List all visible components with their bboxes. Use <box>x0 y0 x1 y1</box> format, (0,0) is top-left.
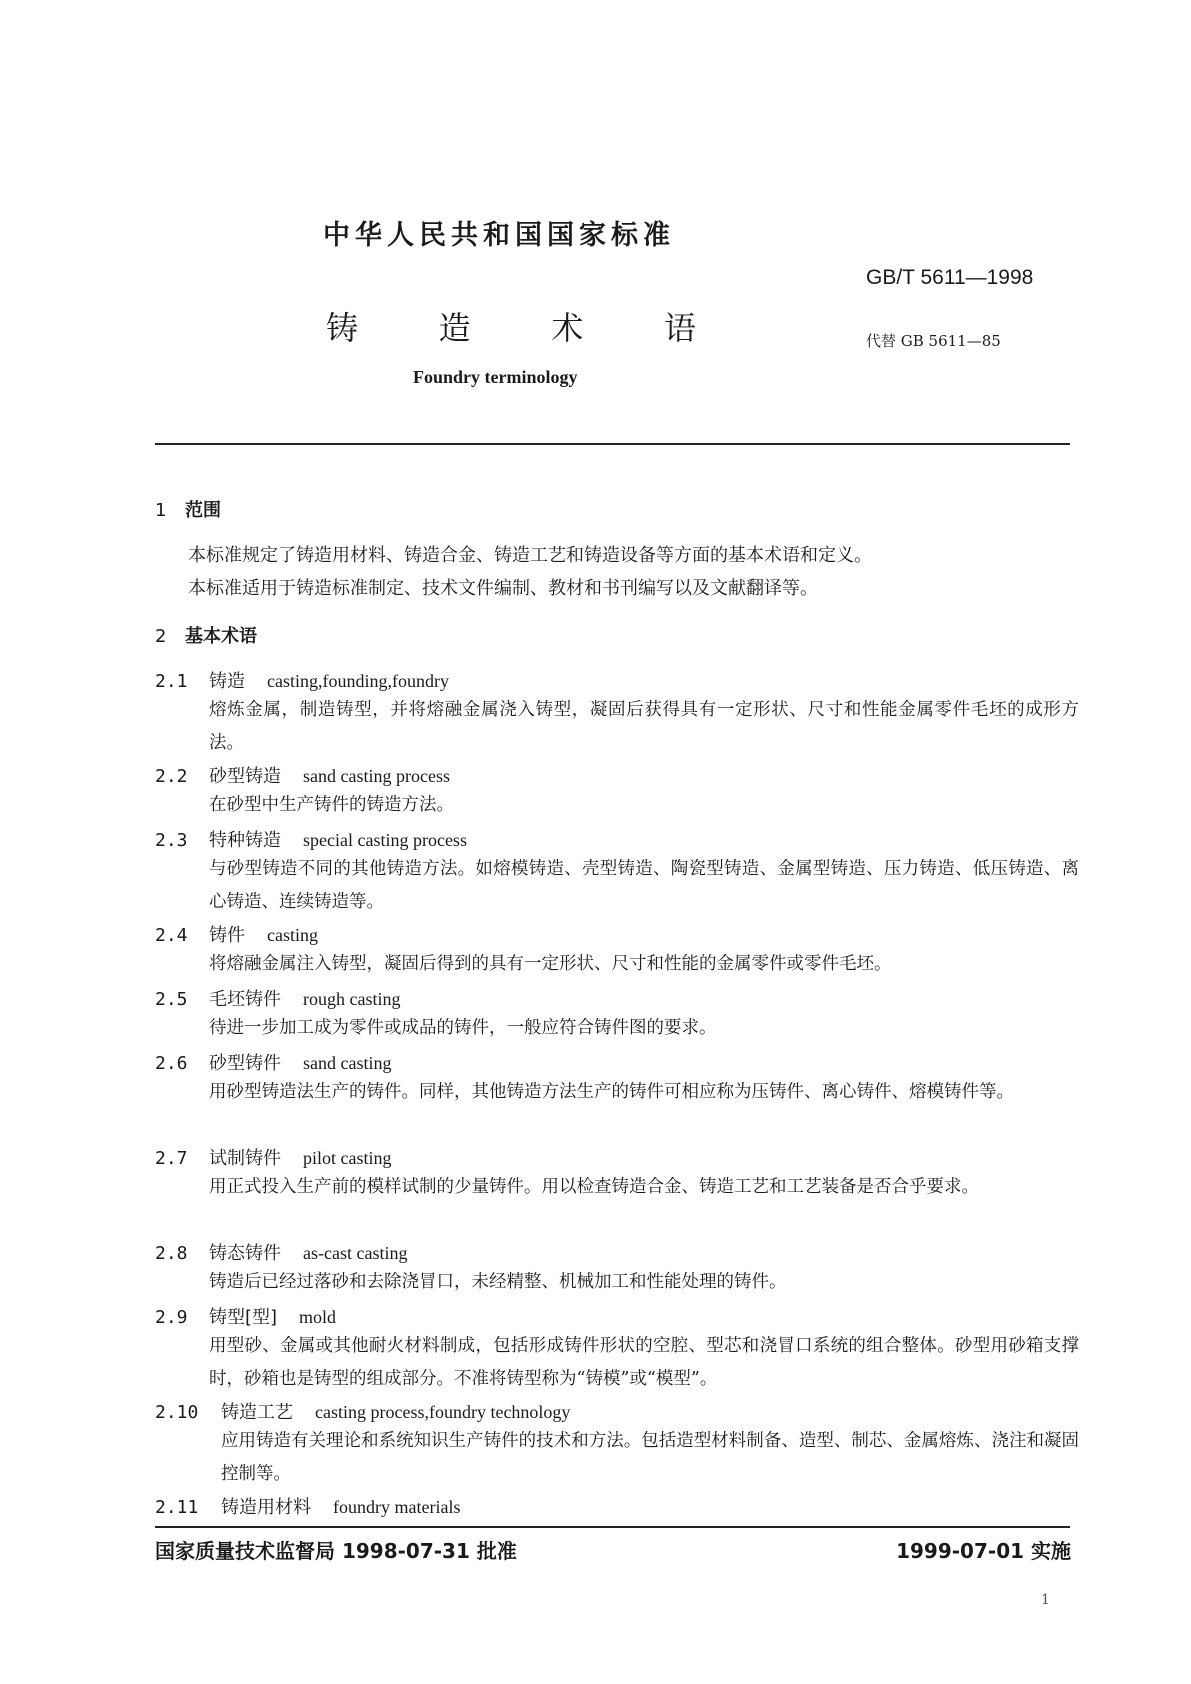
term-definition: 铸造后已经过落砂和去除浇冒口，未经精整、机械加工和性能处理的铸件。 <box>209 1272 787 1292</box>
term-heading <box>155 1049 391 1075</box>
title-char: 造 <box>438 309 471 347</box>
term-english: foundry materials <box>333 1497 461 1517</box>
term-english: mold <box>299 1307 337 1327</box>
section-title: 范围 <box>185 500 221 521</box>
english-title: Foundry terminology <box>413 367 578 387</box>
section-heading-basic-terms <box>155 622 257 648</box>
term-english: pilot casting <box>303 1148 392 1168</box>
term-definition: 待进一步加工成为零件或成品的铸件，一般应符合铸件图的要求。 <box>209 1018 717 1038</box>
document-title <box>326 303 696 349</box>
term-english: casting,founding,foundry <box>267 671 449 691</box>
term-chinese: 砂型铸件 <box>209 1053 281 1074</box>
term-chinese: 铸态铸件 <box>209 1243 281 1264</box>
term-heading <box>155 762 450 788</box>
term-english: casting process,foundry technology <box>315 1402 571 1422</box>
term-number: 2.5 <box>155 989 188 1010</box>
term-chinese: 砂型铸造 <box>209 766 281 787</box>
term-number: 2.11 <box>155 1497 199 1518</box>
term-english: as-cast casting <box>303 1243 408 1263</box>
term-number: 2.2 <box>155 766 188 787</box>
term-english: casting <box>267 925 318 945</box>
term-number: 2.1 <box>155 671 188 692</box>
title-char: 语 <box>663 309 696 347</box>
term-definition: 用正式投入生产前的模样试制的少量铸件。用以检查铸造合金、铸造工艺和工艺装备是否合乎要求。 <box>209 1177 979 1197</box>
footer-divider <box>155 1526 1070 1528</box>
term-heading <box>155 1144 392 1170</box>
issuing-body-title: 中华人民共和国国家标准 <box>323 220 675 251</box>
term-number: 2.9 <box>155 1307 188 1328</box>
term-chinese: 毛坯铸件 <box>209 989 281 1010</box>
term-chinese: 铸型[型] <box>209 1307 278 1328</box>
term-chinese: 铸件 <box>209 925 245 946</box>
term-chinese: 铸造用材料 <box>221 1497 311 1518</box>
term-heading <box>155 1493 460 1519</box>
term-number: 2.10 <box>155 1402 199 1423</box>
term-chinese: 特种铸造 <box>209 830 281 851</box>
scope-paragraph: 本标准适用于铸造标准制定、技术文件编制、教材和书刊编写以及文献翻译等。 <box>188 578 818 599</box>
term-heading <box>155 985 400 1011</box>
section-number: 2 <box>155 626 167 647</box>
title-char: 铸 <box>326 309 359 347</box>
section-title: 基本术语 <box>185 626 257 647</box>
term-heading <box>155 826 467 852</box>
section-heading-scope <box>155 496 221 522</box>
term-chinese: 铸造工艺 <box>221 1402 293 1423</box>
term-definition: 熔炼金属，制造铸型，并将熔融金属浇入铸型，凝固后获得具有一定形状、尺寸和性能金属零件毛坯的成形方法。 <box>209 700 1079 753</box>
term-heading <box>155 1398 570 1424</box>
approval-date: 国家质量技术监督局 1998-07-31 批准 <box>155 1539 517 1563</box>
term-number: 2.8 <box>155 1243 188 1264</box>
standard-code: GB/T 5611—1998 <box>866 266 1034 289</box>
replaces-standard: 代替 GB 5611—85 <box>866 332 1001 350</box>
term-definition: 在砂型中生产铸件的铸造方法。 <box>209 795 454 815</box>
term-heading <box>155 1239 407 1265</box>
term-definition: 与砂型铸造不同的其他铸造方法。如熔模铸造、壳型铸造、陶瓷型铸造、金属型铸造、压力铸造、低压铸造、离心铸造、连续铸造等。 <box>209 859 1079 912</box>
term-definition: 用型砂、金属或其他耐火材料制成，包括形成铸件形状的空腔、型芯和浇冒口系统的组合整体。砂型用砂箱支撑时，砂箱也是铸型的组成部分。不准将铸型称为“铸模”或“模型”。 <box>209 1336 1079 1389</box>
term-chinese: 试制铸件 <box>209 1148 281 1169</box>
term-heading <box>155 921 318 947</box>
term-heading <box>155 1303 336 1329</box>
scope-paragraph: 本标准规定了铸造用材料、铸造合金、铸造工艺和铸造设备等方面的基本术语和定义。 <box>188 545 872 566</box>
term-number: 2.6 <box>155 1053 188 1074</box>
term-english: sand casting <box>303 1053 392 1073</box>
term-english: special casting process <box>303 830 467 850</box>
term-definition: 应用铸造有关理论和系统知识生产铸件的技术和方法。包括造型材料制备、造型、制芯、金属熔炼、浇注和凝固控制等。 <box>221 1431 1079 1484</box>
term-english: rough casting <box>303 989 401 1009</box>
term-english: sand casting process <box>303 766 450 786</box>
header-divider <box>155 443 1070 445</box>
term-definition: 将熔融金属注入铸型，凝固后得到的具有一定形状、尺寸和性能的金属零件或零件毛坯。 <box>209 954 892 974</box>
page-number: 1 <box>1041 1592 1050 1608</box>
term-number: 2.3 <box>155 830 188 851</box>
term-definition: 用砂型铸造法生产的铸件。同样，其他铸造方法生产的铸件可相应称为压铸件、离心铸件、熔模铸件等。 <box>209 1082 1014 1102</box>
title-char: 术 <box>551 309 584 347</box>
term-chinese: 铸造 <box>209 671 245 692</box>
implementation-date: 1999-07-01 实施 <box>896 1539 1071 1563</box>
term-number: 2.7 <box>155 1148 188 1169</box>
term-heading <box>155 667 449 693</box>
section-number: 1 <box>155 500 167 521</box>
term-number: 2.4 <box>155 925 188 946</box>
